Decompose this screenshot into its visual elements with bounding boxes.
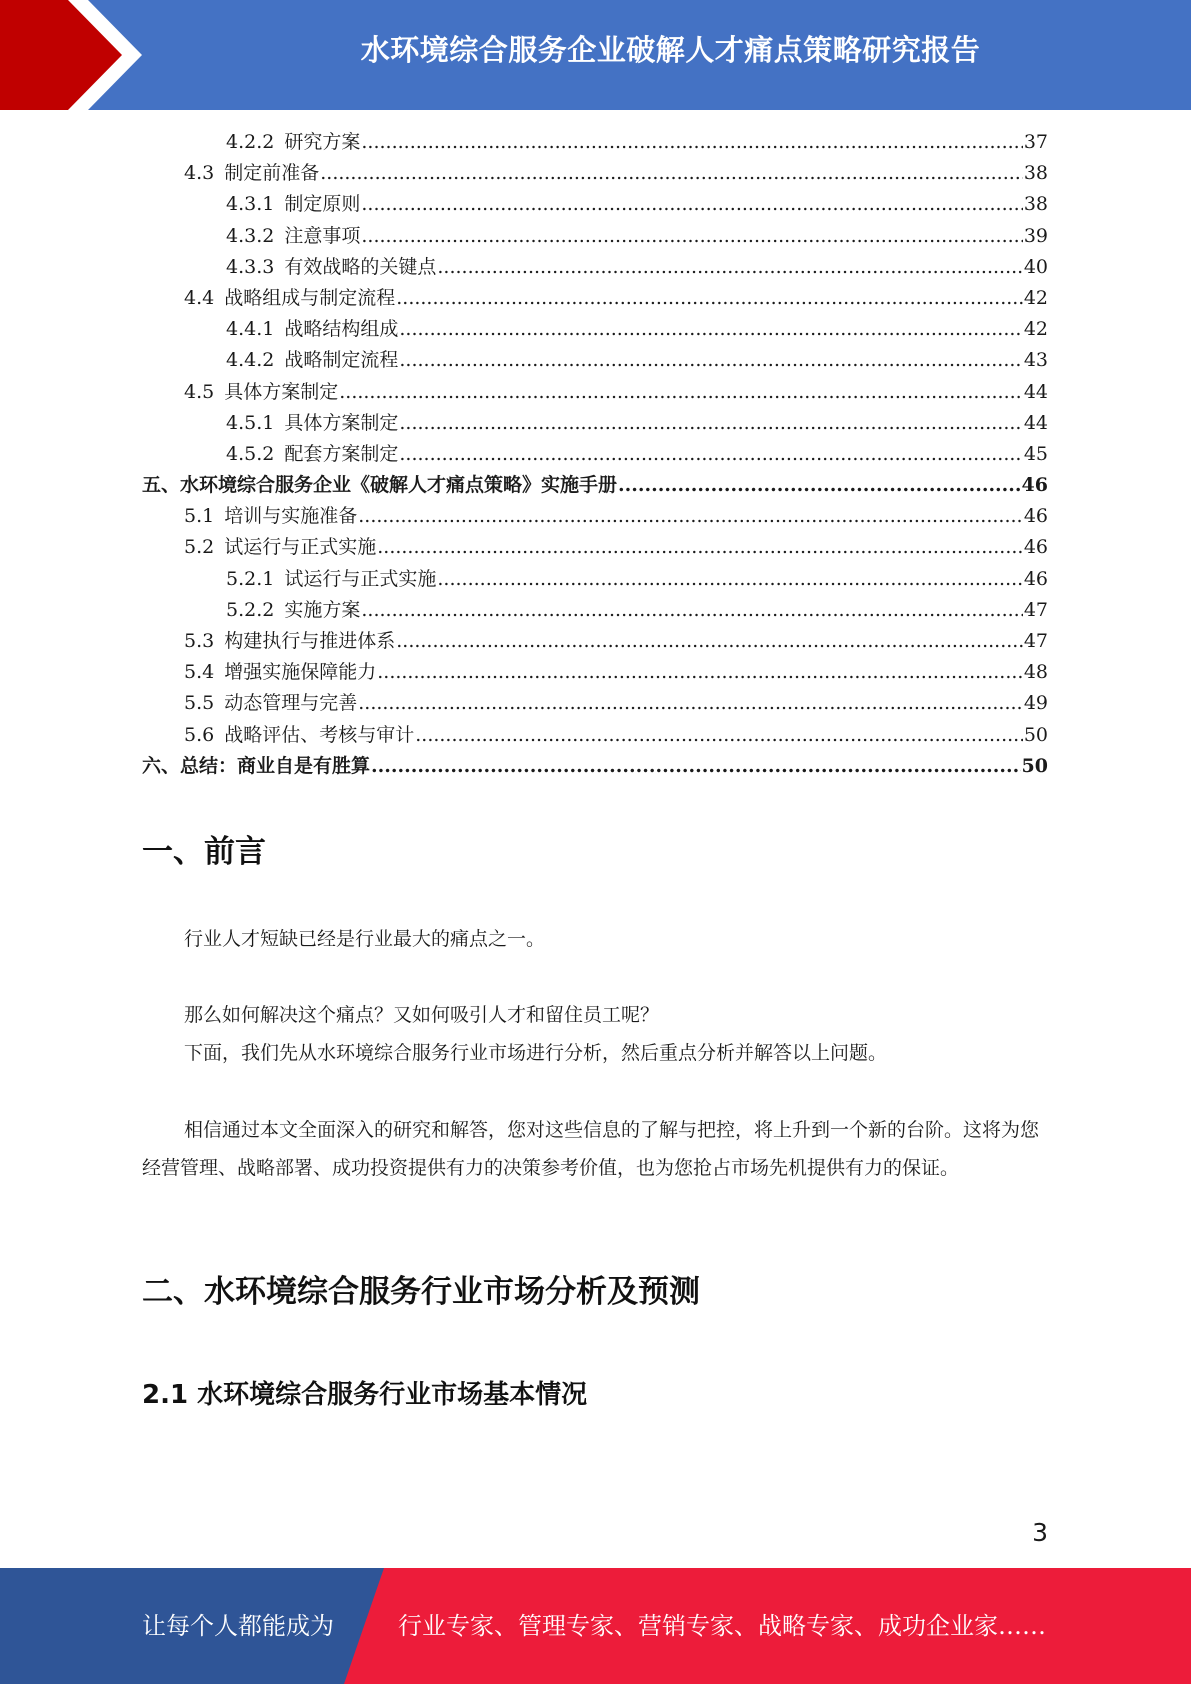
toc-entry-title: 五、水环境综合服务企业《破解人才痛点策略》实施手册 xyxy=(142,474,618,497)
toc-entry[interactable] xyxy=(142,688,1048,719)
toc-dot-leader xyxy=(396,630,1023,652)
toc-dot-leader xyxy=(361,193,1022,215)
toc-entry-page: 49 xyxy=(1023,692,1048,715)
toc-entry-number: 4.3.1 xyxy=(226,193,275,216)
toc-entry-page: 38 xyxy=(1023,162,1048,185)
toc-entry-number: 4.5.2 xyxy=(226,442,275,465)
toc-entry-page: 47 xyxy=(1023,598,1048,621)
toc-entry-title: 六、总结：商业自是有胜算 xyxy=(142,754,371,777)
toc-entry-page: 43 xyxy=(1023,349,1048,372)
footer-slogan-right: 行业专家、管理专家、营销专家、战略专家、成功企业家…… xyxy=(398,1612,1046,1640)
toc-entry-number: 5.5 xyxy=(184,692,215,715)
toc-entry-number: 5.2.1 xyxy=(226,567,275,590)
toc-entry-page: 39 xyxy=(1023,224,1048,247)
toc-dot-leader xyxy=(399,412,1022,434)
toc-entry-page: 45 xyxy=(1023,442,1048,465)
toc-dot-leader xyxy=(361,225,1022,247)
toc-entry[interactable] xyxy=(142,314,1048,345)
toc-entry-title: 具体方案制定 xyxy=(284,411,399,434)
toc-dot-leader xyxy=(358,505,1023,527)
toc-entry[interactable] xyxy=(142,221,1048,252)
toc-entry-number: 4.4.1 xyxy=(226,318,275,341)
toc-entry-title: 增强实施保障能力 xyxy=(224,661,377,684)
toc-dot-leader xyxy=(339,381,1023,403)
toc-dot-leader xyxy=(320,162,1023,184)
toc-entry-number: 5.3 xyxy=(184,630,215,652)
toc-dot-leader xyxy=(358,692,1023,714)
toc-entry-title: 有效战略的关键点 xyxy=(284,255,437,278)
toc-entry-number: 4.5 xyxy=(184,380,215,403)
toc-entry-title: 战略结构组成 xyxy=(284,318,399,341)
toc-entry-page: 44 xyxy=(1023,411,1048,434)
toc-dot-leader xyxy=(399,318,1022,340)
page-header xyxy=(0,0,1191,110)
header-chevron-graphic xyxy=(0,0,160,110)
toc-entry[interactable] xyxy=(142,751,1048,782)
toc-entry[interactable] xyxy=(142,595,1048,626)
toc-dot-leader xyxy=(399,349,1022,371)
toc-entry-page: 38 xyxy=(1023,193,1048,216)
toc-entry[interactable] xyxy=(142,626,1048,657)
page-footer xyxy=(0,1568,1191,1684)
paragraph: 相信通过本文全面深入的研究和解答，您对这些信息的了解与把控，将上升到一个新的台阶。这将为您经营管理、战略部署、成功投资提供有力的决策参考价值，也为您抢占市场先机提供有力的保证。 xyxy=(142,1119,1040,1179)
toc-entry-page: 46 xyxy=(1023,567,1048,590)
toc-entry[interactable] xyxy=(142,439,1048,470)
toc-entry[interactable] xyxy=(142,158,1048,189)
toc-entry-page: 42 xyxy=(1023,286,1048,309)
toc-entry-number: 4.3.3 xyxy=(226,255,275,278)
toc-dot-leader xyxy=(396,287,1023,309)
toc-entry-number: 5.1 xyxy=(184,505,215,528)
toc-entry-page: 37 xyxy=(1023,131,1048,153)
toc-entry-title: 战略制定流程 xyxy=(284,349,399,372)
paragraph: 那么如何解决这个痛点？又如何吸引人才和留住员工呢？ xyxy=(184,1004,660,1026)
toc-entry[interactable] xyxy=(142,720,1048,751)
table-of-contents xyxy=(142,127,1048,782)
toc-entry-title: 试运行与正式实施 xyxy=(284,567,437,590)
toc-entry-page: 50 xyxy=(1021,754,1048,777)
toc-entry-page: 42 xyxy=(1023,318,1048,341)
paragraph: 下面，我们先从水环境综合服务行业市场进行分析，然后重点分析并解答以上问题。 xyxy=(184,1042,888,1064)
header-title: 水环境综合服务企业破解人才痛点策略研究报告 xyxy=(360,33,981,67)
toc-dot-leader xyxy=(618,474,1021,496)
toc-entry-title: 注意事项 xyxy=(284,224,361,247)
toc-entry[interactable] xyxy=(142,283,1048,314)
toc-entry-number: 4.3.2 xyxy=(226,224,275,247)
toc-dot-leader xyxy=(371,755,1021,777)
toc-entry[interactable] xyxy=(142,345,1048,376)
toc-entry[interactable] xyxy=(142,470,1048,501)
toc-entry-page: 47 xyxy=(1023,630,1048,652)
toc-entry-number: 4.4.2 xyxy=(226,349,275,372)
toc-entry-title: 试运行与正式实施 xyxy=(224,536,377,559)
toc-entry-number: 5.2.2 xyxy=(226,598,275,621)
toc-entry-page: 48 xyxy=(1023,661,1048,684)
toc-dot-leader xyxy=(361,131,1022,153)
toc-entry-number: 4.2.2 xyxy=(226,131,275,153)
section-heading-preface: 一、前言 xyxy=(142,834,266,870)
toc-entry-number: 5.6 xyxy=(184,723,215,746)
page-number: 3 xyxy=(1032,1518,1048,1547)
toc-dot-leader xyxy=(437,256,1022,278)
toc-entry-title: 构建执行与推进体系 xyxy=(224,630,396,652)
toc-entry-title: 制定原则 xyxy=(284,193,361,216)
toc-entry-title: 战略组成与制定流程 xyxy=(224,286,396,309)
toc-entry-page: 46 xyxy=(1021,474,1048,497)
toc-entry[interactable] xyxy=(142,657,1048,688)
toc-dot-leader xyxy=(377,536,1023,558)
paragraph: 行业人才短缺已经是行业最大的痛点之一。 xyxy=(184,928,546,950)
toc-entry[interactable] xyxy=(142,408,1048,439)
toc-entry-title: 配套方案制定 xyxy=(284,442,399,465)
toc-entry-number: 5.2 xyxy=(184,536,215,559)
toc-entry-page: 40 xyxy=(1023,255,1048,278)
toc-entry[interactable] xyxy=(142,127,1048,158)
subsection-heading: 2.1 水环境综合服务行业市场基本情况 xyxy=(142,1380,588,1410)
toc-entry-title: 实施方案 xyxy=(284,598,361,621)
toc-entry-number: 4.3 xyxy=(184,162,215,185)
toc-entry-title: 培训与实施准备 xyxy=(224,505,358,528)
toc-entry-number: 5.4 xyxy=(184,661,215,684)
toc-entry-title: 战略评估、考核与审计 xyxy=(224,723,415,746)
toc-entry[interactable] xyxy=(142,532,1048,563)
toc-dot-leader xyxy=(415,724,1023,746)
toc-dot-leader xyxy=(377,661,1023,683)
toc-entry-page: 50 xyxy=(1023,723,1048,746)
toc-entry-title: 制定前准备 xyxy=(224,162,320,185)
toc-entry[interactable] xyxy=(142,377,1048,408)
footer-slogan-left: 让每个人都能成为 xyxy=(142,1612,334,1640)
toc-entry[interactable] xyxy=(142,189,1048,220)
section-heading-market-analysis: 二、水环境综合服务行业市场分析及预测 xyxy=(142,1274,700,1310)
toc-entry-title: 具体方案制定 xyxy=(224,380,339,403)
toc-dot-leader xyxy=(361,599,1022,621)
toc-entry-page: 46 xyxy=(1023,536,1048,559)
toc-entry[interactable] xyxy=(142,252,1048,283)
toc-entry-title: 研究方案 xyxy=(284,131,361,153)
toc-entry[interactable] xyxy=(142,501,1048,532)
toc-dot-leader xyxy=(399,443,1022,465)
toc-entry-title: 动态管理与完善 xyxy=(224,692,358,715)
toc-entry[interactable] xyxy=(142,564,1048,595)
toc-entry-number: 4.5.1 xyxy=(226,411,275,434)
toc-entry-number: 4.4 xyxy=(184,286,215,309)
toc-entry-page: 44 xyxy=(1023,380,1048,403)
toc-dot-leader xyxy=(437,568,1022,590)
toc-entry-page: 46 xyxy=(1023,505,1048,528)
